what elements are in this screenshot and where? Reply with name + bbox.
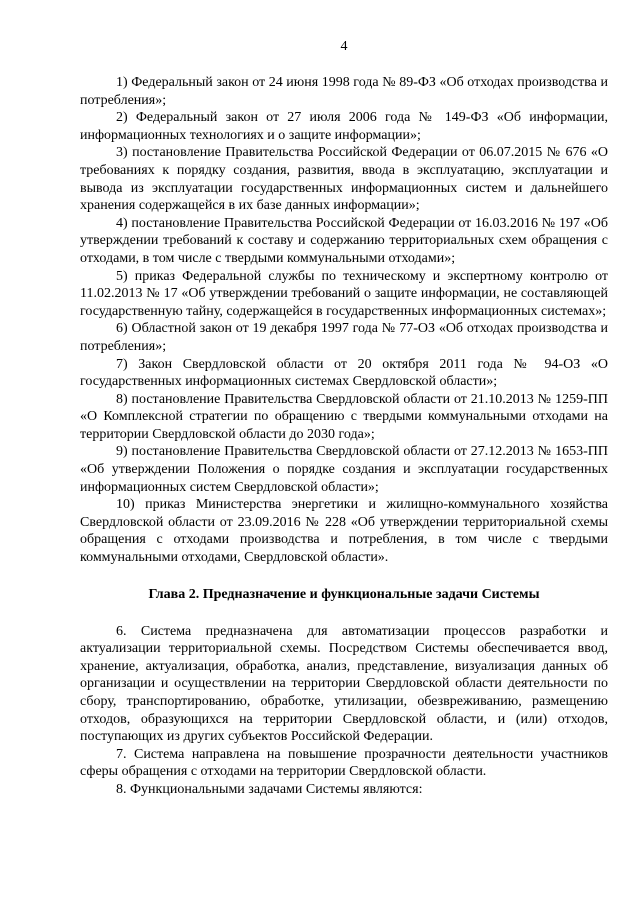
- list-item-1: 1) Федеральный закон от 24 июня 1998 года № 89-ФЗ «Об отходах производства и потребления»;: [80, 75, 608, 108]
- page-number: 4: [340, 39, 348, 54]
- list-item-8: 8) постановление Правительства Свердловской области от 21.10.2013 № 1259-ПП «О Комплексной стратегии по обращению с твердыми коммунальными отходами на территории Свердловской области до 2030 года»;: [80, 391, 608, 442]
- list-item-3: 3) постановление Правительства Российской Федерации от 06.07.2015 № 676 «О требованиях к порядку создания, развития, ввода в эксплуатацию, эксплуатации и вывода из эксплуатации государственных информационных систем и дальнейшего хранения содержащейся в их базе данных информации»;: [80, 145, 608, 214]
- document-page: [80, 38, 608, 799]
- list-item-5: 5) приказ Федеральной службы по техническому и экспертному контролю от 11.02.2013 № 17 «Об утверждении требований о защите информации, не составляющей государственную тайну, содержащейся в государственных информационных системах»;: [80, 268, 608, 319]
- list-item-6: 6) Областной закон от 19 декабря 1997 года № 77-ОЗ «Об отходах производства и потребления»;: [80, 321, 608, 354]
- paragraph-7: 7. Система направлена на повышение прозрачности деятельности участников сферы обращения с отходами на территории Свердловской области.: [80, 746, 608, 780]
- list-item-2: 2) Федеральный закон от 27 июля 2006 года № 149-ФЗ «Об информации, информационных технологиях и о защите информации»;: [80, 110, 608, 143]
- list-item-4: 4) постановление Правительства Российской Федерации от 16.03.2016 № 197 «Об утверждении требований к составу и содержанию территориальных схем обращения с отходами, в том числе с твердыми коммунальными отходами»;: [80, 215, 608, 266]
- list-item-9: 9) постановление Правительства Свердловской области от 27.12.2013 № 1653-ПП «Об утверждении Положения о порядке создания и эксплуатации государственных информационных систем Свердловской области»;: [80, 444, 608, 495]
- list-item-10: 10) приказ Министерства энергетики и жилищно-коммунального хозяйства Свердловской области от 23.09.2016 № 228 «Об утверждении территориальной схемы обращения с отходами производства и потребления, в том числе с твердыми коммунальными отходами, Свердловской области».: [80, 497, 608, 566]
- paragraph-8: 8. Функциональными задачами Системы являются:: [116, 781, 423, 797]
- chapter-heading: Глава 2. Предназначение и функциональные задачи Системы: [148, 586, 540, 602]
- list-item-7: 7) Закон Свердловской области от 20 октября 2011 года № 94-ОЗ «О государственных информационных системах Свердловской области»;: [80, 356, 608, 390]
- paragraph-6: 6. Система предназначена для автоматизации процессов разработки и актуализации территориальной схемы. Посредством Системы обеспечивается ввод, хранение, актуализация, обработка, анализ, представление, визуализация данных об организации и осуществлении на территории Свердловской области деятельности по сбору, транспортированию, обработке, утилизации, обезвреживанию, размещению отходов, образующихся на территории Свердловской области, и (или) отходов, поступающих из других субъектов Российской Федерации.: [80, 623, 608, 745]
